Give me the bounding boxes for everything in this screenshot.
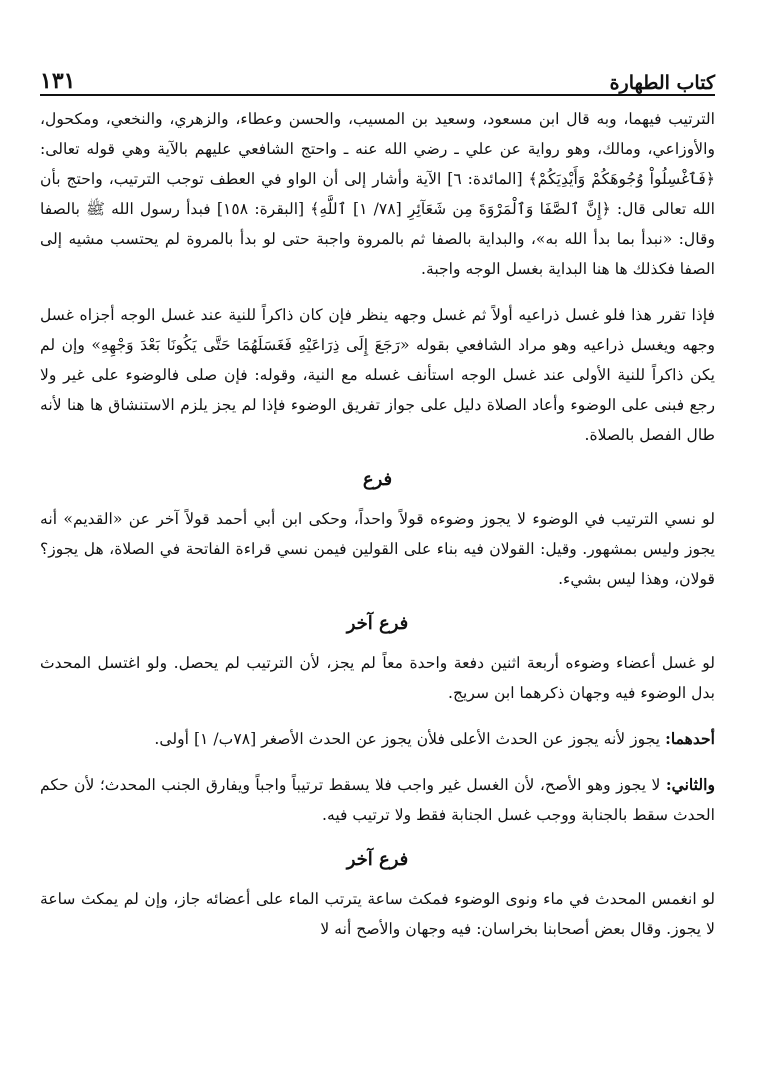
- section-1-text: لو نسي الترتيب في الوضوء لا يجوز وضوءه قولاً واحداً، وحكى ابن أبي أحمد قولاً آخر عن «القديم» أنه يجوز وليس بمشهور. وقيل: القولان فيه بناء على القولين فيمن نسي قراءة الفاتحة في الصلاة، هل يجوز؟ قولان، وهذا ليس بشيء.: [40, 510, 715, 588]
- page-number: ١٣١: [40, 68, 76, 94]
- section-heading-3: فرع آخر: [346, 849, 409, 870]
- header-rule: [40, 94, 715, 96]
- first-view-text: يجوز لأنه يجوز عن الحدث الأعلى فلأن يجوز عن الحدث الأصغر [٧٨ب/ ١] أولى.: [154, 730, 666, 748]
- section-3-text: لو انغمس المحدث في ماء ونوى الوضوء فمكث ساعة يترتب الماء على أعضائه جاز، وإن لم يمكث ساعة لا يجوز. وقال بعض أصحابنا بخراسان: فيه وجهان والأصح أنه لا: [40, 890, 715, 938]
- second-view-text: لا يجوز وهو الأصح، لأن الغسل غير واجب فلا يسقط ترتيباً واجباً ويفارق الجنب المحدث؛ لأن حكم الحدث سقط بالجنابة ووجب غسل الجنابة فقط ولا ترتيب فيه.: [40, 776, 715, 824]
- page-content: [40, 104, 715, 960]
- running-header: [40, 58, 715, 94]
- second-view-label: والثاني:: [665, 775, 715, 794]
- section-heading-1: فرع: [362, 469, 393, 490]
- book-title: كتاب الطهارة: [609, 72, 715, 94]
- paragraph-2: فإذا تقرر هذا فلو غسل ذراعيه أولاً ثم غسل وجهه ينظر فإن كان ذاكراً للنية عند غسل الوجه أجزاه غسل وجهه ويغسل ذراعيه وهو مراد الشافعي بقوله «رَجَعَ إِلَى ذِرَاعَيْهِ فَغَسَلَهُمَا حَتَّى يَكُونَا بَعْدَ وَجْهِهِ» وإن لم يكن ذاكراً للنية الأولى عند غسل الوجه استأنف غسله مع النية، وقوله: فإن صلى فالوضوء على غير ولا رجع فبنى على الوضوء وأعاد الصلاة دليل على جواز تفريق الوضوء فإذا لم يجز يلزم الاستنشاق ها هنا لأنه طال الفصل بالصلاة.: [40, 306, 715, 444]
- section-2-first-view: [40, 724, 715, 754]
- section-heading-2: فرع آخر: [346, 613, 409, 634]
- first-view-label: أحدهما:: [665, 729, 715, 748]
- section-2-text: لو غسل أعضاء وضوءه أربعة اثنين دفعة واحدة معاً لم يجز، لأن الترتيب لم يحصل. ولو اغتسل المحدث بدل الوضوء فيه وجهان ذكرهما ابن سريج.: [40, 654, 715, 702]
- section-2-second-view: [40, 770, 715, 830]
- paragraph-1: الترتيب فيهما، وبه قال ابن مسعود، وسعيد بن المسيب، والحسن وعطاء، والزهري، والنخعي، ومكحول، والأوزاعي، ومالك، وهو رواية عن علي ـ رضي الله عنه ـ واحتج الشافعي عليهم بالآية وهي قوله تعالى: ﴿فَٱغْسِلُواْ وُجُوهَكُمْ وَأَيْدِيَكُمْ﴾ [المائدة: ٦] الآية وأشار إلى أن الواو في العطف توجب الترتيب، واحتج بأن الله تعالى قال: ﴿إِنَّ ٱلصَّفَا وَٱلْمَرْوَةَ مِن شَعَآئِرِ [٧٨/ ١] ٱللَّهِ﴾ [البقرة: ١٥٨] فبدأ رسول الله ﷺ بالصفا وقال: «نبدأ بما بدأ الله به»، والبداية بالصفا ثم بالمروة واجبة حتى لو بدأ بالمروة لم يحتسب مشيه إلى الصفا فكذلك ها هنا البداية بغسل الوجه واجبة.: [40, 110, 715, 278]
